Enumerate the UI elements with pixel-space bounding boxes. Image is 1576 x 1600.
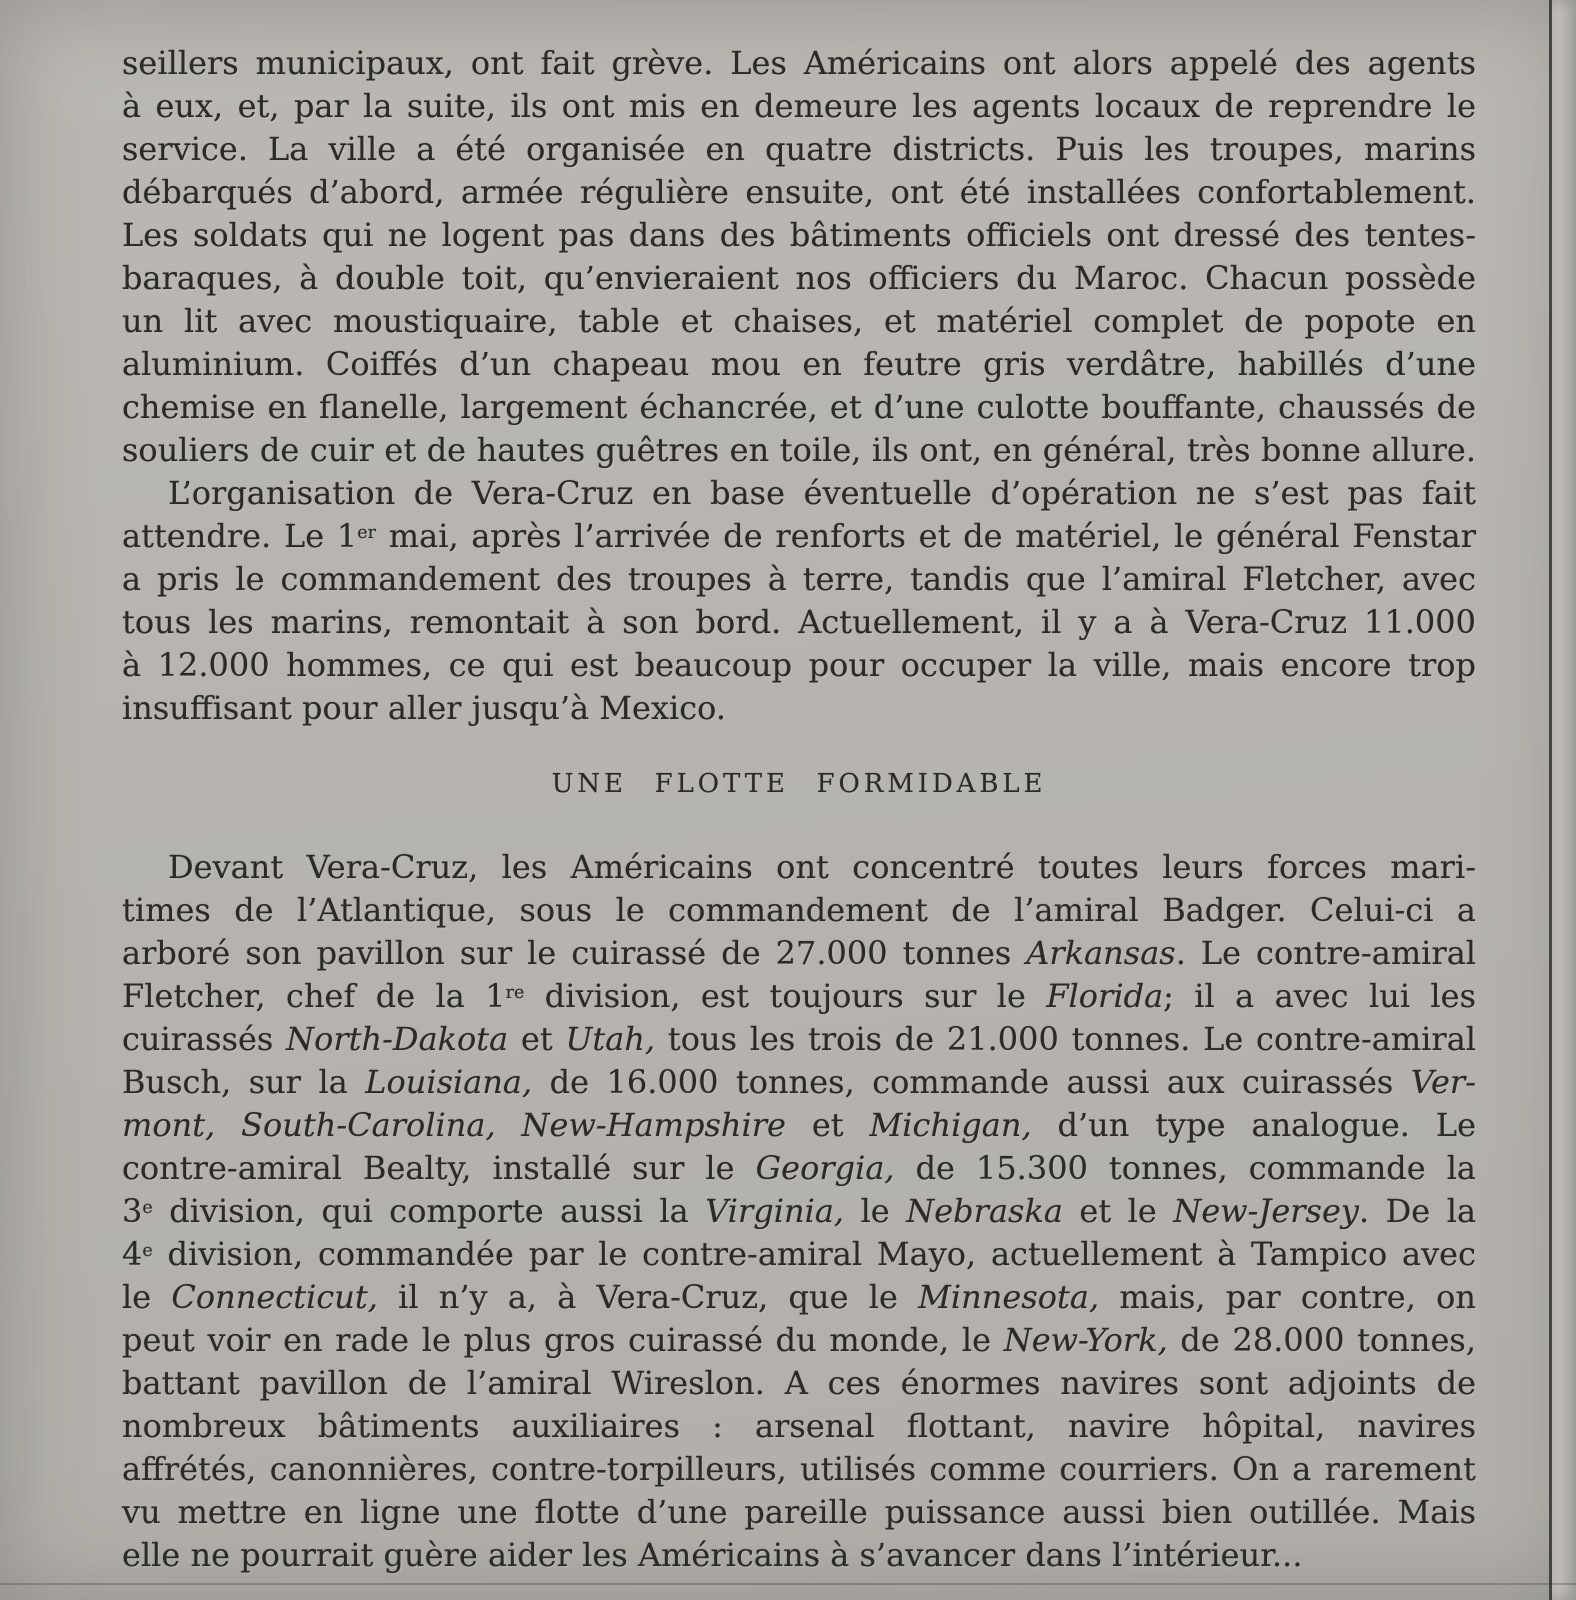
- text-line: peut voir en rade le plus gros cuirassé du monde, le New-York, de 28.000 tonnes,: [122, 1321, 1477, 1359]
- bottom-crease-line: [0, 1583, 1576, 1585]
- page-gutter: [1552, 0, 1576, 1600]
- text-line: insuffisant pour aller jusqu’à Mexico.: [122, 689, 727, 727]
- text-line: un lit avec moustiquaire, table et chaises, et matériel complet de popote en: [122, 302, 1476, 340]
- paragraph: [122, 472, 1476, 730]
- text-line: cuirassés North-Dakota et Utah, tous les trois de 21.000 tonnes. Le contre-amiral: [122, 1020, 1477, 1058]
- text-line: le Connecticut, il n’y a, à Vera-Cruz, que le Minnesota, mais, par contre, on: [122, 1278, 1477, 1316]
- text-line: battant pavillon de l’amiral Wireslon. A ces énormes navires sont adjoints de: [122, 1364, 1476, 1402]
- text-line: service. La ville a été organisée en quatre districts. Puis les troupes, marins: [122, 130, 1476, 168]
- text-line: L’organisation de Vera-Cruz en base éventuelle d’opération ne s’est pas fait: [168, 474, 1476, 512]
- text-line: souliers de cuir et de hautes guêtres en toile, ils ont, en général, très bonne allure.: [122, 431, 1476, 469]
- text-line: contre-amiral Bealty, installé sur le Georgia, de 15.300 tonnes, commande la: [122, 1149, 1477, 1187]
- text-line: Devant Vera-Cruz, les Américains ont concentré toutes leurs forces mari-: [168, 848, 1476, 886]
- text-line: seillers municipaux, ont fait grève. Les Américains ont alors appelé des agents: [122, 44, 1476, 82]
- text-line: 4e division, commandée par le contre-amiral Mayo, actuellement à Tampico avec: [122, 1235, 1476, 1273]
- text-line: 3e division, qui comporte aussi la Virginia, le Nebraska et le New-Jersey. De la: [122, 1192, 1477, 1230]
- text-line: vu mettre en ligne une flotte d’une pareille puissance aussi bien outillée. Mais: [122, 1493, 1476, 1531]
- text-line: mont, South-Carolina, New-Hampshire et Michigan, d’un type analogue. Le: [122, 1106, 1477, 1144]
- text-line: attendre. Le 1er mai, après l’arrivée de renforts et de matériel, le général Fenstar: [122, 517, 1477, 555]
- text-line: Fletcher, chef de la 1re division, est toujours sur le Florida; il a avec lui les: [122, 977, 1477, 1015]
- text-line: nombreux bâtiments auxiliaires : arsenal flottant, navire hôpital, navires: [122, 1407, 1476, 1445]
- paragraph: [122, 846, 1476, 1577]
- text-line: arboré son pavillon sur le cuirassé de 27.000 tonnes Arkansas. Le contre-amiral: [122, 934, 1477, 972]
- text-line: elle ne pourrait guère aider les Américains à s’avancer dans l’intérieur...: [122, 1536, 1303, 1574]
- text-line: a pris le commandement des troupes à terre, tandis que l’amiral Fletcher, avec: [122, 560, 1476, 598]
- text-line: times de l’Atlantique, sous le commandement de l’amiral Badger. Celui-ci a: [122, 891, 1476, 929]
- text-line: Busch, sur la Louisiana, de 16.000 tonnes, commande aussi aux cuirassés Ver-: [122, 1063, 1477, 1101]
- text-column: [122, 42, 1476, 1577]
- paragraph: [122, 42, 1476, 472]
- section-heading: UNE FLOTTE FORMIDABLE: [551, 769, 1047, 799]
- text-line: chemise en flanelle, largement échancrée, et d’une culotte bouffante, chaussés de: [122, 388, 1476, 426]
- text-line: à 12.000 hommes, ce qui est beaucoup pour occuper la ville, mais encore trop: [122, 646, 1476, 684]
- text-line: baraques, à double toit, qu’envieraient nos officiers du Maroc. Chacun possède: [122, 259, 1476, 297]
- text-line: affrétés, canonnières, contre-torpilleurs, utilisés comme courriers. On a rarement: [122, 1450, 1476, 1488]
- text-line: débarqués d’abord, armée régulière ensuite, ont été installées confortablement.: [122, 173, 1476, 211]
- text-line: tous les marins, remontait à son bord. Actuellement, il y a à Vera-Cruz 11.000: [122, 603, 1476, 641]
- text-line: Les soldats qui ne logent pas dans des bâtiments officiels ont dressé des tentes-: [122, 216, 1476, 254]
- text-line: aluminium. Coiffés d’un chapeau mou en feutre gris verdâtre, habillés d’une: [122, 345, 1476, 383]
- text-line: à eux, et, par la suite, ils ont mis en demeure les agents locaux de reprendre le: [122, 87, 1476, 125]
